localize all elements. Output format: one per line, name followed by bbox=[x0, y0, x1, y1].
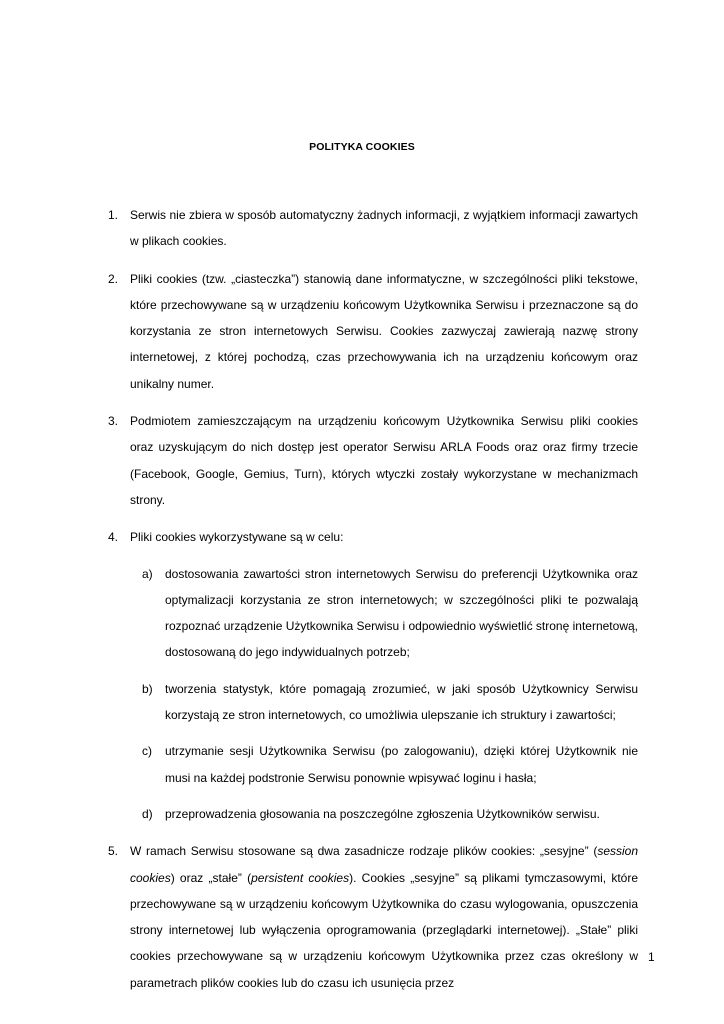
text-segment: ). Cookies „sesyjne” są plikami tymczasowymi, które przechowywane są w urządzeniu końcowym Użytkownika do czasu wylogowania, opuszczenia strony internetowej lub wyłączenia oprogramowania (przeglądarki internetowej). „Stałe” pliki cookies przechowywane są w urządzeniu końcowym Użytkownika przez czas określony w parametrach plików cookies lub do czasu ich usunięcia przez bbox=[130, 870, 638, 990]
list-item bbox=[0, 266, 724, 397]
sub-item-text: dostosowania zawartości stron internetowych Serwisu do preferencji Użytkownika oraz optymalizacji korzystania ze stron internetowych; w szczególności pliki te pozwalają rozpoznać urządzenie Użytkownika Serwisu i odpowiednio wyświetlić stronę internetową, dostosowaną do jego indywidualnych potrzeb; bbox=[165, 566, 638, 660]
item-number: 4. bbox=[108, 530, 119, 545]
item-text: Serwis nie zbiera w sposób automatyczny żadnych informacji, z wyjątkiem informacji zawartych w plikach cookies. bbox=[130, 208, 638, 249]
list-item bbox=[0, 838, 724, 996]
item-text: Pliki cookies wykorzystywane są w celu: bbox=[130, 530, 344, 545]
item-text: Pliki cookies (tzw. „ciasteczka”) stanowią dane informatyczne, w szczególności pliki tekstowe, które przechowywane są w urządzeniu końcowym Użytkownika Serwisu i przeznaczone są do korzystania ze stron internetowych Serwisu. Cookies zazwyczaj zawierają nazwę strony internetowej, z której pochodzą, czas przechowywania ich na urządzeniu końcowym oraz unikalny numer. bbox=[130, 271, 638, 391]
sub-item-letter: c) bbox=[142, 744, 152, 759]
page-title: POLITYKA COOKIES bbox=[309, 141, 415, 153]
sub-item-text: utrzymanie sesji Użytkownika Serwisu (po zalogowaniu), dzięki której Użytkownik nie musi na każdej podstronie Serwisu ponownie wpisywać loginu i hasła; bbox=[165, 744, 638, 785]
sub-item-text: tworzenia statystyk, które pomagają zrozumieć, w jaki sposób Użytkownicy Serwisu korzystają ze stron internetowych, co umożliwia ulepszanie ich struktury i zawartości; bbox=[165, 681, 638, 723]
item-number: 3. bbox=[108, 414, 119, 429]
list-item bbox=[0, 524, 724, 827]
text-segment: ) oraz „stałe” ( bbox=[170, 870, 252, 885]
list-item bbox=[0, 408, 724, 513]
list-item bbox=[0, 202, 724, 255]
text-segment: W ramach Serwisu stosowane są dwa zasadnicze rodzaje plików cookies: „sesyjne” ( bbox=[130, 844, 598, 859]
item-number: 2. bbox=[108, 271, 119, 286]
sub-list-item bbox=[0, 561, 724, 666]
sub-item-letter: d) bbox=[142, 806, 153, 821]
sub-item-letter: b) bbox=[142, 681, 153, 696]
item-text: Podmiotem zamieszczającym na urządzeniu końcowym Użytkownika Serwisu pliki cookies oraz uzyskującym do nich dostęp jest operator Serwisu ARLA Foods oraz oraz firmy trzecie (Facebook, Google, Gemius, Turn), których wtyczki zostały wykorzystane w mechanizmach strony. bbox=[130, 414, 638, 507]
sub-list-item bbox=[0, 738, 724, 791]
item-text bbox=[130, 838, 638, 996]
sub-item-letter: a) bbox=[142, 566, 153, 581]
sub-list-item bbox=[0, 801, 724, 827]
italic-term: persistent cookies bbox=[251, 870, 350, 885]
item-number: 1. bbox=[108, 208, 119, 222]
sub-list-item bbox=[0, 676, 724, 729]
page-number: 1 bbox=[648, 950, 655, 964]
italic-term: session cookies bbox=[130, 844, 638, 885]
numbered-list bbox=[0, 202, 724, 1007]
item-number: 5. bbox=[108, 844, 119, 859]
sub-item-text: przeprowadzenia głosowania na poszczególne zgłoszenia Użytkowników serwisu. bbox=[165, 806, 600, 821]
